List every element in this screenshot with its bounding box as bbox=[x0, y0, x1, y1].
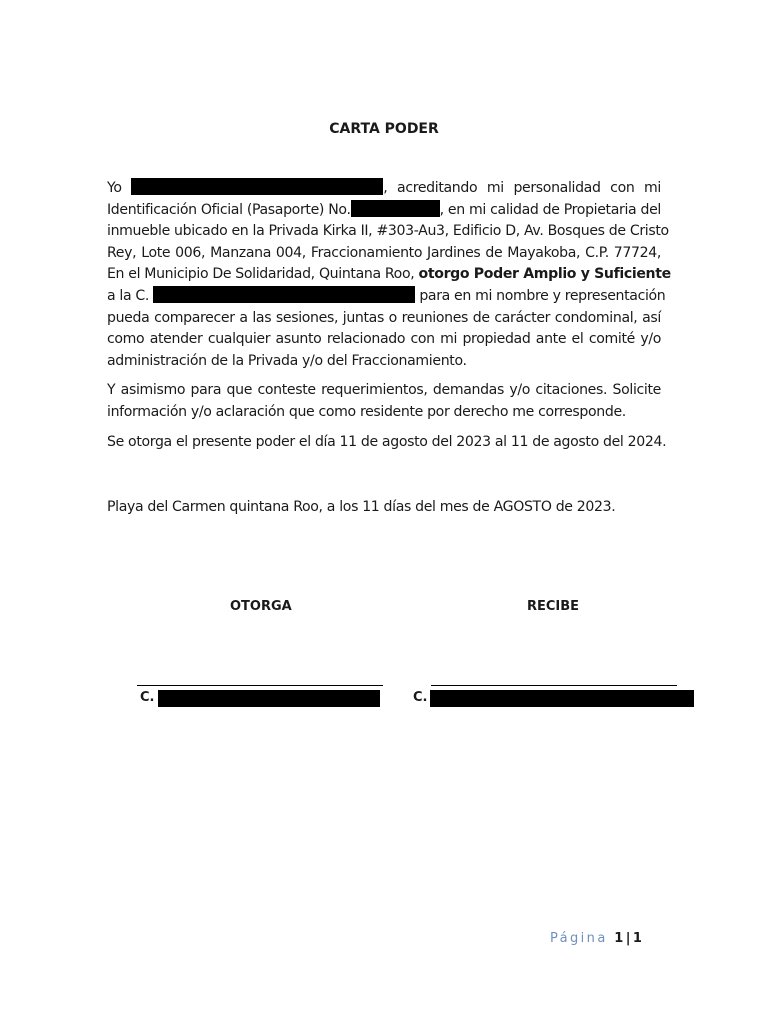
signature-label-recibe: RECIBE bbox=[527, 599, 580, 614]
signature-line-right bbox=[431, 685, 677, 686]
document-body bbox=[107, 178, 671, 461]
page-current: 1 bbox=[614, 931, 626, 946]
text-line bbox=[107, 286, 666, 308]
paragraph-grant bbox=[107, 178, 671, 372]
page-footer bbox=[550, 931, 644, 946]
paragraph-requirements bbox=[107, 380, 661, 423]
redacted-passport-number bbox=[351, 200, 440, 217]
text-fragment: Identificación Oficial (Pasaporte) No. bbox=[107, 201, 351, 218]
page-separator: | bbox=[625, 931, 633, 946]
signature-prefix-right: C. bbox=[413, 690, 428, 705]
bold-grant-phrase: otorgo Poder Amplio y Suficiente bbox=[418, 266, 671, 283]
document-title: CARTA PODER bbox=[329, 121, 439, 137]
redacted-signer-name-right bbox=[430, 690, 694, 707]
redacted-recipient-name bbox=[153, 286, 415, 303]
text-fragment: , en mi calidad de Propietaria del bbox=[439, 201, 661, 218]
text-line: Rey, Lote 006, Manzana 004, Fraccionamiento Jardines de Mayakoba, C.P. 77724, bbox=[107, 244, 661, 261]
signature-label-otorga: OTORGA bbox=[230, 599, 292, 614]
text-line: administración de la Privada y/o del Fraccionamiento. bbox=[107, 352, 467, 369]
text-line: Y asimismo para que conteste requerimientos, demandas y/o citaciones. Solicite bbox=[107, 382, 661, 399]
text-fragment: En el Municipio De Solidaridad, Quintana Roo, bbox=[107, 266, 415, 283]
text-line bbox=[107, 264, 671, 286]
page-word: Página bbox=[550, 931, 608, 946]
page-total: 1 bbox=[632, 931, 645, 946]
text-line: pueda comparecer a las sesiones, juntas o reuniones de carácter condominal, así bbox=[107, 309, 661, 326]
text-fragment: , acreditando mi personalidad con mi bbox=[383, 180, 661, 196]
paragraph-validity bbox=[107, 432, 667, 454]
text-fragment: a la C. bbox=[107, 287, 150, 304]
text-line: inmueble ubicado en la Privada Kirka II, #303-Au3, Edificio D, Av. Bosques de Cristo bbox=[107, 223, 669, 240]
signature-line-left bbox=[137, 685, 383, 686]
text-line: información y/o aclaración que como residente por derecho me corresponde. bbox=[107, 403, 626, 420]
text-line: Se otorga el presente poder el día 11 de agosto del 2023 al 11 de agosto del 2024. bbox=[107, 433, 667, 450]
place-and-date: Playa del Carmen quintana Roo, a los 11 días del mes de AGOSTO de 2023. bbox=[107, 499, 616, 515]
text-line bbox=[107, 200, 661, 222]
redacted-signer-name-left bbox=[158, 690, 380, 707]
signature-prefix-left: C. bbox=[140, 690, 155, 705]
text-fragment: para en mi nombre y representación bbox=[419, 287, 666, 304]
redacted-name bbox=[131, 178, 383, 195]
text-line: como atender cualquier asunto relacionado con mi propiedad ante el comité y/o bbox=[107, 331, 661, 348]
text-yo: Yo bbox=[107, 180, 122, 196]
text-line bbox=[107, 178, 661, 200]
